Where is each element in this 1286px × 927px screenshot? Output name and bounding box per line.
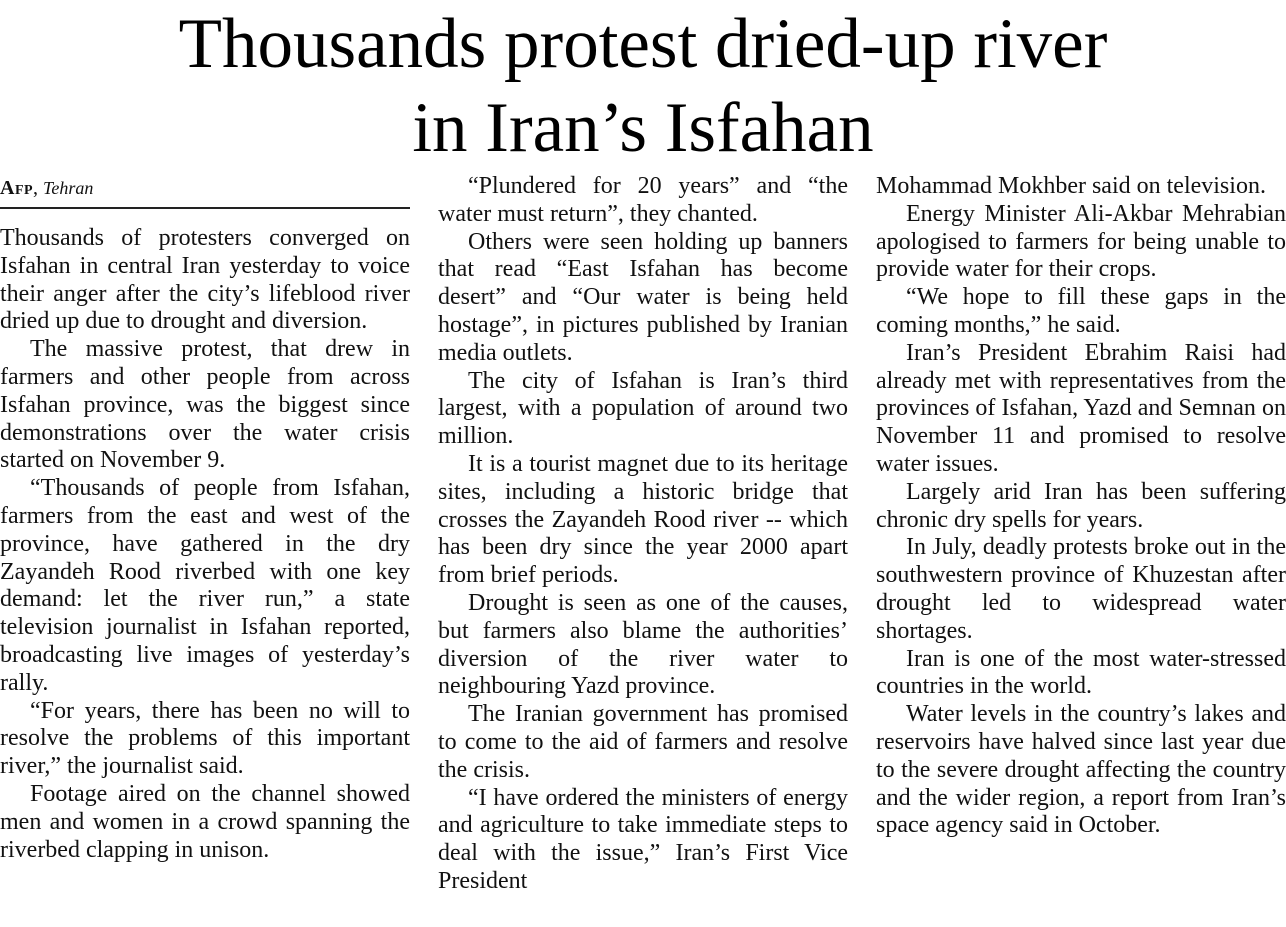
headline-line-1: Thousands protest dried-up river bbox=[178, 5, 1108, 83]
article-headline bbox=[0, 2, 1286, 170]
paragraph: “Plundered for 20 years” and “the water must return”, they chanted. bbox=[438, 173, 848, 227]
paragraph: The city of Isfahan is Iran’s third largest, with a population of around two million. bbox=[438, 367, 848, 450]
paragraph: Iran’s President Ebrahim Raisi had already met with representatives from the provinces of Isfahan, Yazd and Semnan on November 11 and promised to resolve water issues. bbox=[876, 339, 1286, 477]
article-column-2 bbox=[438, 173, 848, 896]
paragraph: Footage aired on the channel showed men and women in a crowd spanning the riverbed clapping in unison. bbox=[0, 780, 410, 863]
article-column-1 bbox=[0, 173, 410, 864]
byline-separator: , bbox=[33, 177, 39, 199]
paragraph: “I have ordered the ministers of energy and agriculture to take immediate steps to deal with the issue,” Iran’s First Vice President bbox=[438, 784, 848, 894]
paragraph: The Iranian government has promised to come to the aid of farmers and resolve the crisis. bbox=[438, 701, 848, 783]
paragraph: It is a tourist magnet due to its heritage sites, including a historic bridge that crosses the Zayandeh Rood river -- which has been dry since the year 2000 apart from brief periods. bbox=[438, 450, 848, 589]
paragraph: Iran is one of the most water-stressed countries in the world. bbox=[876, 645, 1286, 700]
article-column-3 bbox=[876, 173, 1286, 840]
headline-line-2: in Iran’s Isfahan bbox=[412, 89, 874, 167]
byline-place: Tehran bbox=[43, 178, 94, 198]
paragraph: Thousands of protesters converged on Isfahan in central Iran yesterday to voice their anger after the city’s lifeblood river dried up due to drought and diversion. bbox=[0, 225, 410, 335]
paragraph: Water levels in the country’s lakes and reservoirs have halved since last year due to the severe drought affecting the country and the wider region, a report from Iran’s space agency said in October. bbox=[876, 701, 1286, 839]
paragraph: Largely arid Iran has been suffering chronic dry spells for years. bbox=[876, 478, 1286, 533]
paragraph: Drought is seen as one of the causes, but farmers also blame the authorities’ diversion of the river water to neighbouring Yazd province. bbox=[438, 589, 848, 700]
paragraph: Mohammad Mokhber said on television. bbox=[876, 173, 1266, 199]
paragraph: The massive protest, that drew in farmers and other people from across Isfahan province, was the biggest since demonstrations over the water crisis started on November 9. bbox=[0, 336, 410, 474]
paragraph: Others were seen holding up banners that read “East Isfahan has become desert” and “Our water is being held hostage”, in pictures published by Iranian media outlets. bbox=[438, 228, 848, 366]
byline-agency: Afp bbox=[0, 177, 34, 199]
paragraph: “Thousands of people from Isfahan, farmers from the east and west of the province, have gathered in the dry Zayandeh Rood riverbed with one key demand: let the river run,” a state television journalist in Isfahan reported, broadcasting live images of yesterday’s rally. bbox=[0, 475, 410, 696]
paragraph: “For years, there has been no will to resolve the problems of this important river,” the journalist said. bbox=[0, 697, 410, 780]
paragraph: In July, deadly protests broke out in the southwestern province of Khuzestan after drought led to widespread water shortages. bbox=[876, 534, 1286, 644]
paragraph: “We hope to fill these gaps in the coming months,” he said. bbox=[876, 284, 1286, 338]
byline bbox=[0, 173, 410, 209]
paragraph: Energy Minister Ali-Akbar Mehrabian apologised to farmers for being unable to provide water for their crops. bbox=[876, 200, 1286, 283]
